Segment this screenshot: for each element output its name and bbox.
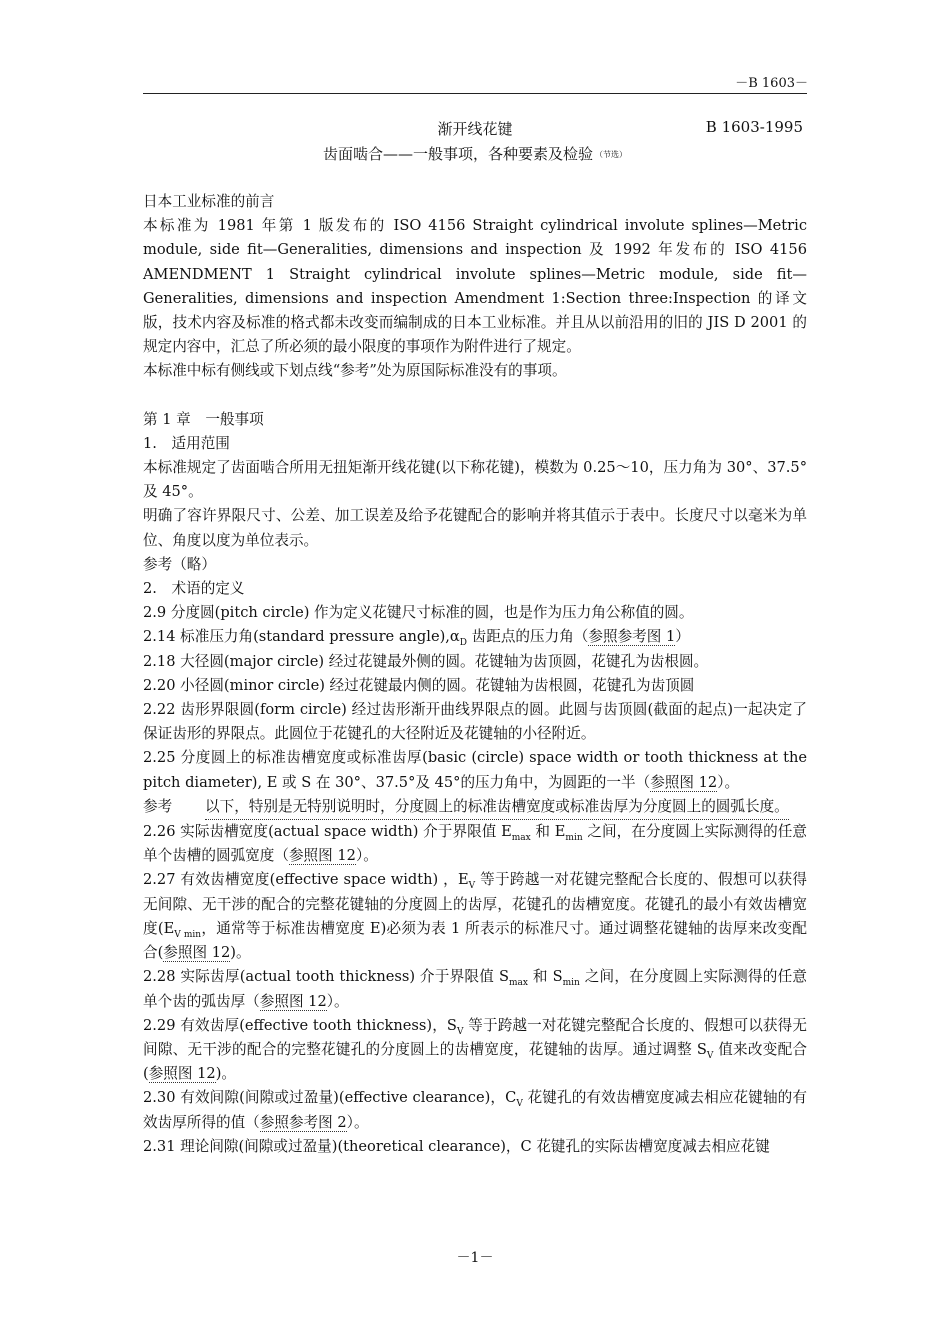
term-2-9: 2.9 分度圆(pitch circle) 作为定义花键尺寸标准的圆，也是作为压力角公称值的圆。 bbox=[143, 604, 694, 622]
spacer bbox=[143, 384, 807, 408]
scope-paragraph-1: 本标准规定了齿面啮合所用无扭矩渐开线花键(以下称花键)，模数为 0.25～10，压力角为 30°、37.5°及 45°。 bbox=[143, 459, 807, 501]
term-2-30: 2.30 有效间隙(间隙或过盈量)(effective clearance)，$C_V$ 花键孔的有效齿槽宽度减去相应花键轴的有效齿厚所得的值（参照参考图 2）。 bbox=[143, 1089, 807, 1131]
term-2-20: 2.20 小径圆(minor circle) 经过花键最内侧的圆。花键轴为齿根圆，花键孔为齿顶圆 bbox=[143, 676, 695, 694]
term-2-29: 2.29 有效齿厚(effective tooth thickness)，$S_V$ 等于跨越一对花键完整配合长度的、假想可以获得无间隙、无干涉的配合的完整花键孔的分度圆上的齿槽宽度，花键轴的齿厚。通过调整 $S_V$ 值来改变配合(参照图 12)。 bbox=[143, 1016, 808, 1083]
scope-paragraph-2: 明确了容许界限尺寸、公差、加工误差及给予花键配合的影响并将其值示于表中。长度尺寸以毫米为单位、角度以度为单位表示。 bbox=[143, 507, 807, 549]
page-number: －1－ bbox=[456, 1250, 494, 1266]
page-code: －B 1603－ bbox=[735, 76, 808, 91]
subtitle-text: 齿面啮合——一般事项，各种要素及检验 bbox=[322, 145, 593, 163]
term-2-14: 2.14 标准压力角(standard pressure $angle),\alpha_D$ 齿距点的压力角（参照参考图 1） bbox=[143, 628, 690, 649]
term-2-25: 2.25 分度圆上的标准齿槽宽度或标准齿厚(basic (circle) space width or tooth thickness at the pitch diameter), E 或 S 在 30°、37.5°及 45°的压力角中，为圆距的一半（参照图 12）。 bbox=[143, 749, 807, 791]
foreword-paragraph-2: 本标准中标有侧线或下划点线“参考”处为原国际标准没有的事项。 bbox=[143, 362, 567, 380]
chapter-heading: 第 1 章 一般事项 bbox=[143, 410, 264, 428]
figure-reference-link[interactable]: 参照图 12 bbox=[148, 1065, 216, 1083]
foreword-heading: 日本工业标准的前言 bbox=[143, 193, 275, 210]
document-title: 渐开线花键 bbox=[437, 120, 513, 138]
section-heading-scope: 1. 适用范围 bbox=[143, 434, 230, 452]
term-2-31: 2.31 理论间隙(间隙或过盈量)(theoretical clearance)，C 花键孔的实际齿槽宽度减去相应花键 bbox=[143, 1137, 770, 1155]
term-2-28: 2.28 实际齿厚(actual tooth thickness) 介于界限值 $S_{max}$ 和 $S_{min}$ 之间，在分度圆上实际测得的任意单个齿的弧齿厚（参照图 12）。 bbox=[143, 968, 808, 1010]
figure-reference-link[interactable]: 参照图 12 bbox=[259, 992, 327, 1010]
title-row bbox=[143, 118, 807, 140]
figure-reference-link[interactable]: 参照参考图 2 bbox=[259, 1113, 347, 1131]
reference-note-text: 以下，特别是无特别说明时，分度圆上的标准齿槽宽度或标准齿厚为分度圆上的圆弧长度。 bbox=[205, 795, 789, 820]
document-subtitle bbox=[143, 143, 807, 164]
standard-code: B 1603-1995 bbox=[705, 118, 803, 136]
term-2-27: 2.27 有效齿槽宽度(effective space width) ，$E_V$ 等于跨越一对花键完整配合长度的、假想可以获得无间隙、无干涉的配合的完整花键轴的分度圆上的齿厚，花键孔的齿槽宽度。花键孔的最小有效齿槽宽度($E_{V min}$，通常等于标准齿槽宽度 E)必须为表 1 所表示的标准尺寸。通过调整花键轴的齿厚来改变配合(参照图 12)。 bbox=[143, 871, 807, 962]
document-body bbox=[143, 190, 807, 1159]
section-heading-terms: 2. 术语的定义 bbox=[143, 580, 245, 598]
reference-note bbox=[143, 795, 807, 820]
figure-reference-link[interactable]: 参照参考图 1 bbox=[588, 628, 676, 646]
figure-reference-link[interactable]: 参照图 12 bbox=[288, 847, 356, 865]
figure-reference-link[interactable]: 参照图 12 bbox=[163, 944, 231, 962]
term-2-22: 2.22 齿形界限圆(form circle) 经过齿形渐开曲线界限点的圆。此圆与齿顶圆(截面的起点)一起决定了保证齿形的界限点。此圆位于花键孔的大径附近及花键轴的小径附近。 bbox=[143, 701, 807, 743]
term-2-26: 2.26 实际齿槽宽度(actual space width) 介于界限值 $E_{max}$ 和 $E_{min}$ 之间，在分度圆上实际测得的任意单个齿槽的圆弧宽度（参照图 12）。 bbox=[143, 823, 808, 865]
figure-reference-link[interactable]: 参照图 12 bbox=[650, 773, 718, 791]
term-2-18: 2.18 大径圆(major circle) 经过花键最外侧的圆。花键轴为齿顶圆，花键孔为齿根圆。 bbox=[143, 652, 709, 670]
subtitle-note: （节选） bbox=[595, 150, 627, 159]
scope-reference: 参考（略） bbox=[143, 555, 216, 573]
header-rule bbox=[143, 93, 807, 94]
foreword-paragraph-1: 本标准为 1981 年第 1 版发布的 ISO 4156 Straight cylindrical involute splines—Metric module, side fit—Generalities, dimensions and inspection 及 1992 年发布的 ISO 4156 AMENDMENT 1 Straight cylindrical involute splines—Metric module, side fit—Generalities, dimensions and inspection Amendment 1:Section three:Inspection 的译文版，技术内容及标准的格式都未改变而编制成的日本工业标准。并且从以前沿用的旧的 JIS D 2001 的规定内容中，汇总了所必须的最小限度的事项作为附件进行了规定。 bbox=[143, 217, 807, 356]
reference-note-label: 参考 bbox=[143, 797, 173, 815]
